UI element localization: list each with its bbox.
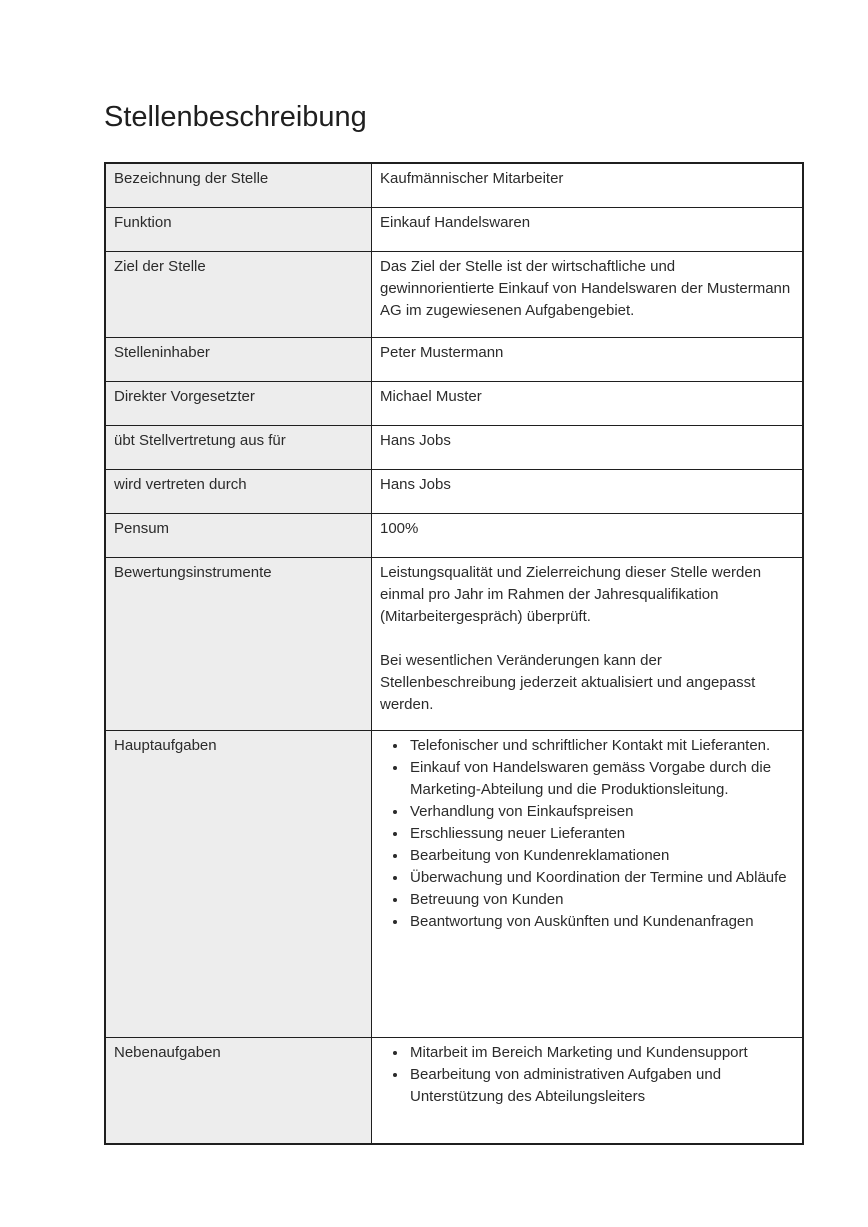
table-row-funktion: [105, 207, 803, 251]
paragraph: Bei wesentlichen Veränderungen kann der Stellenbeschreibung jederzeit aktualisiert und angepasst werden.: [380, 651, 756, 713]
bullet-item: • Bearbeitung von Kundenreklamationen: [408, 845, 793, 867]
row-label: Direkter Vorgesetzter: [105, 381, 372, 425]
bullet-item: • Überwachung und Koordination der Termine und Abläufe: [408, 867, 793, 889]
bullet-item: • Bearbeitung von administrativen Aufgaben und Unterstützung des Abteilungsleiters: [408, 1064, 793, 1108]
row-label: Funktion: [105, 207, 372, 251]
bullet-item: • Einkauf von Handelswaren gemäss Vorgabe durch die Marketing-Abteilung und die Produktionsleitung.: [408, 757, 793, 801]
row-value: Einkauf Handelswaren: [372, 207, 804, 251]
bullet-item: • Beantwortung von Auskünften und Kundenanfragen: [408, 911, 793, 933]
row-value: Kaufmännischer Mitarbeiter: [372, 163, 804, 207]
row-label: Bezeichnung der Stelle: [105, 163, 372, 207]
table-row-nebenaufgaben: [105, 1037, 803, 1144]
row-label: Hauptaufgaben: [105, 730, 372, 1037]
paragraph: Leistungsqualität und Zielerreichung dieser Stelle werden einmal pro Jahr im Rahmen der Jahresqualifikation (Mitarbeitergespräch) überprüft.: [380, 563, 762, 625]
table-row-vertreten-durch: [105, 469, 803, 513]
row-label: Ziel der Stelle: [105, 251, 372, 337]
row-value: Hans Jobs: [372, 425, 804, 469]
row-value: Hans Jobs: [372, 469, 804, 513]
bullet-item: • Mitarbeit im Bereich Marketing und Kundensupport: [408, 1042, 793, 1064]
row-label: Stelleninhaber: [105, 337, 372, 381]
table-row-vorgesetzter: [105, 381, 803, 425]
job-description-table: [104, 162, 804, 1145]
table-row-bezeichnung: [105, 163, 803, 207]
bullet-list: [380, 735, 793, 933]
row-value: 100%: [372, 513, 804, 557]
row-label: Pensum: [105, 513, 372, 557]
table-row-stelleninhaber: [105, 337, 803, 381]
table-row-stellvertretung: [105, 425, 803, 469]
table-row-pensum: [105, 513, 803, 557]
row-label: wird vertreten durch: [105, 469, 372, 513]
document-title: Stellenbeschreibung: [104, 101, 367, 133]
row-label: Bewertungsinstrumente: [105, 557, 372, 730]
bullet-item: • Erschliessung neuer Lieferanten: [408, 823, 793, 845]
row-value: [372, 557, 804, 730]
row-value: Das Ziel der Stelle ist der wirtschaftliche und gewinnorientierte Einkauf von Handelswaren der Mustermann AG im zugewiesenen Aufgabengebiet.: [372, 251, 804, 337]
bullet-item: • Telefonischer und schriftlicher Kontakt mit Lieferanten.: [408, 735, 793, 757]
bullet-list: [380, 1042, 793, 1108]
row-label: übt Stellvertretung aus für: [105, 425, 372, 469]
row-value: Peter Mustermann: [372, 337, 804, 381]
row-label: Nebenaufgaben: [105, 1037, 372, 1144]
table-row-bewertungsinstrumente: [105, 557, 803, 730]
bullet-item: • Verhandlung von Einkaufspreisen: [408, 801, 793, 823]
table-row-hauptaufgaben: [105, 730, 803, 1037]
row-value: [372, 730, 804, 1037]
bullet-item: • Betreuung von Kunden: [408, 889, 793, 911]
table-row-ziel: [105, 251, 803, 337]
row-value: Michael Muster: [372, 381, 804, 425]
row-value: [372, 1037, 804, 1144]
